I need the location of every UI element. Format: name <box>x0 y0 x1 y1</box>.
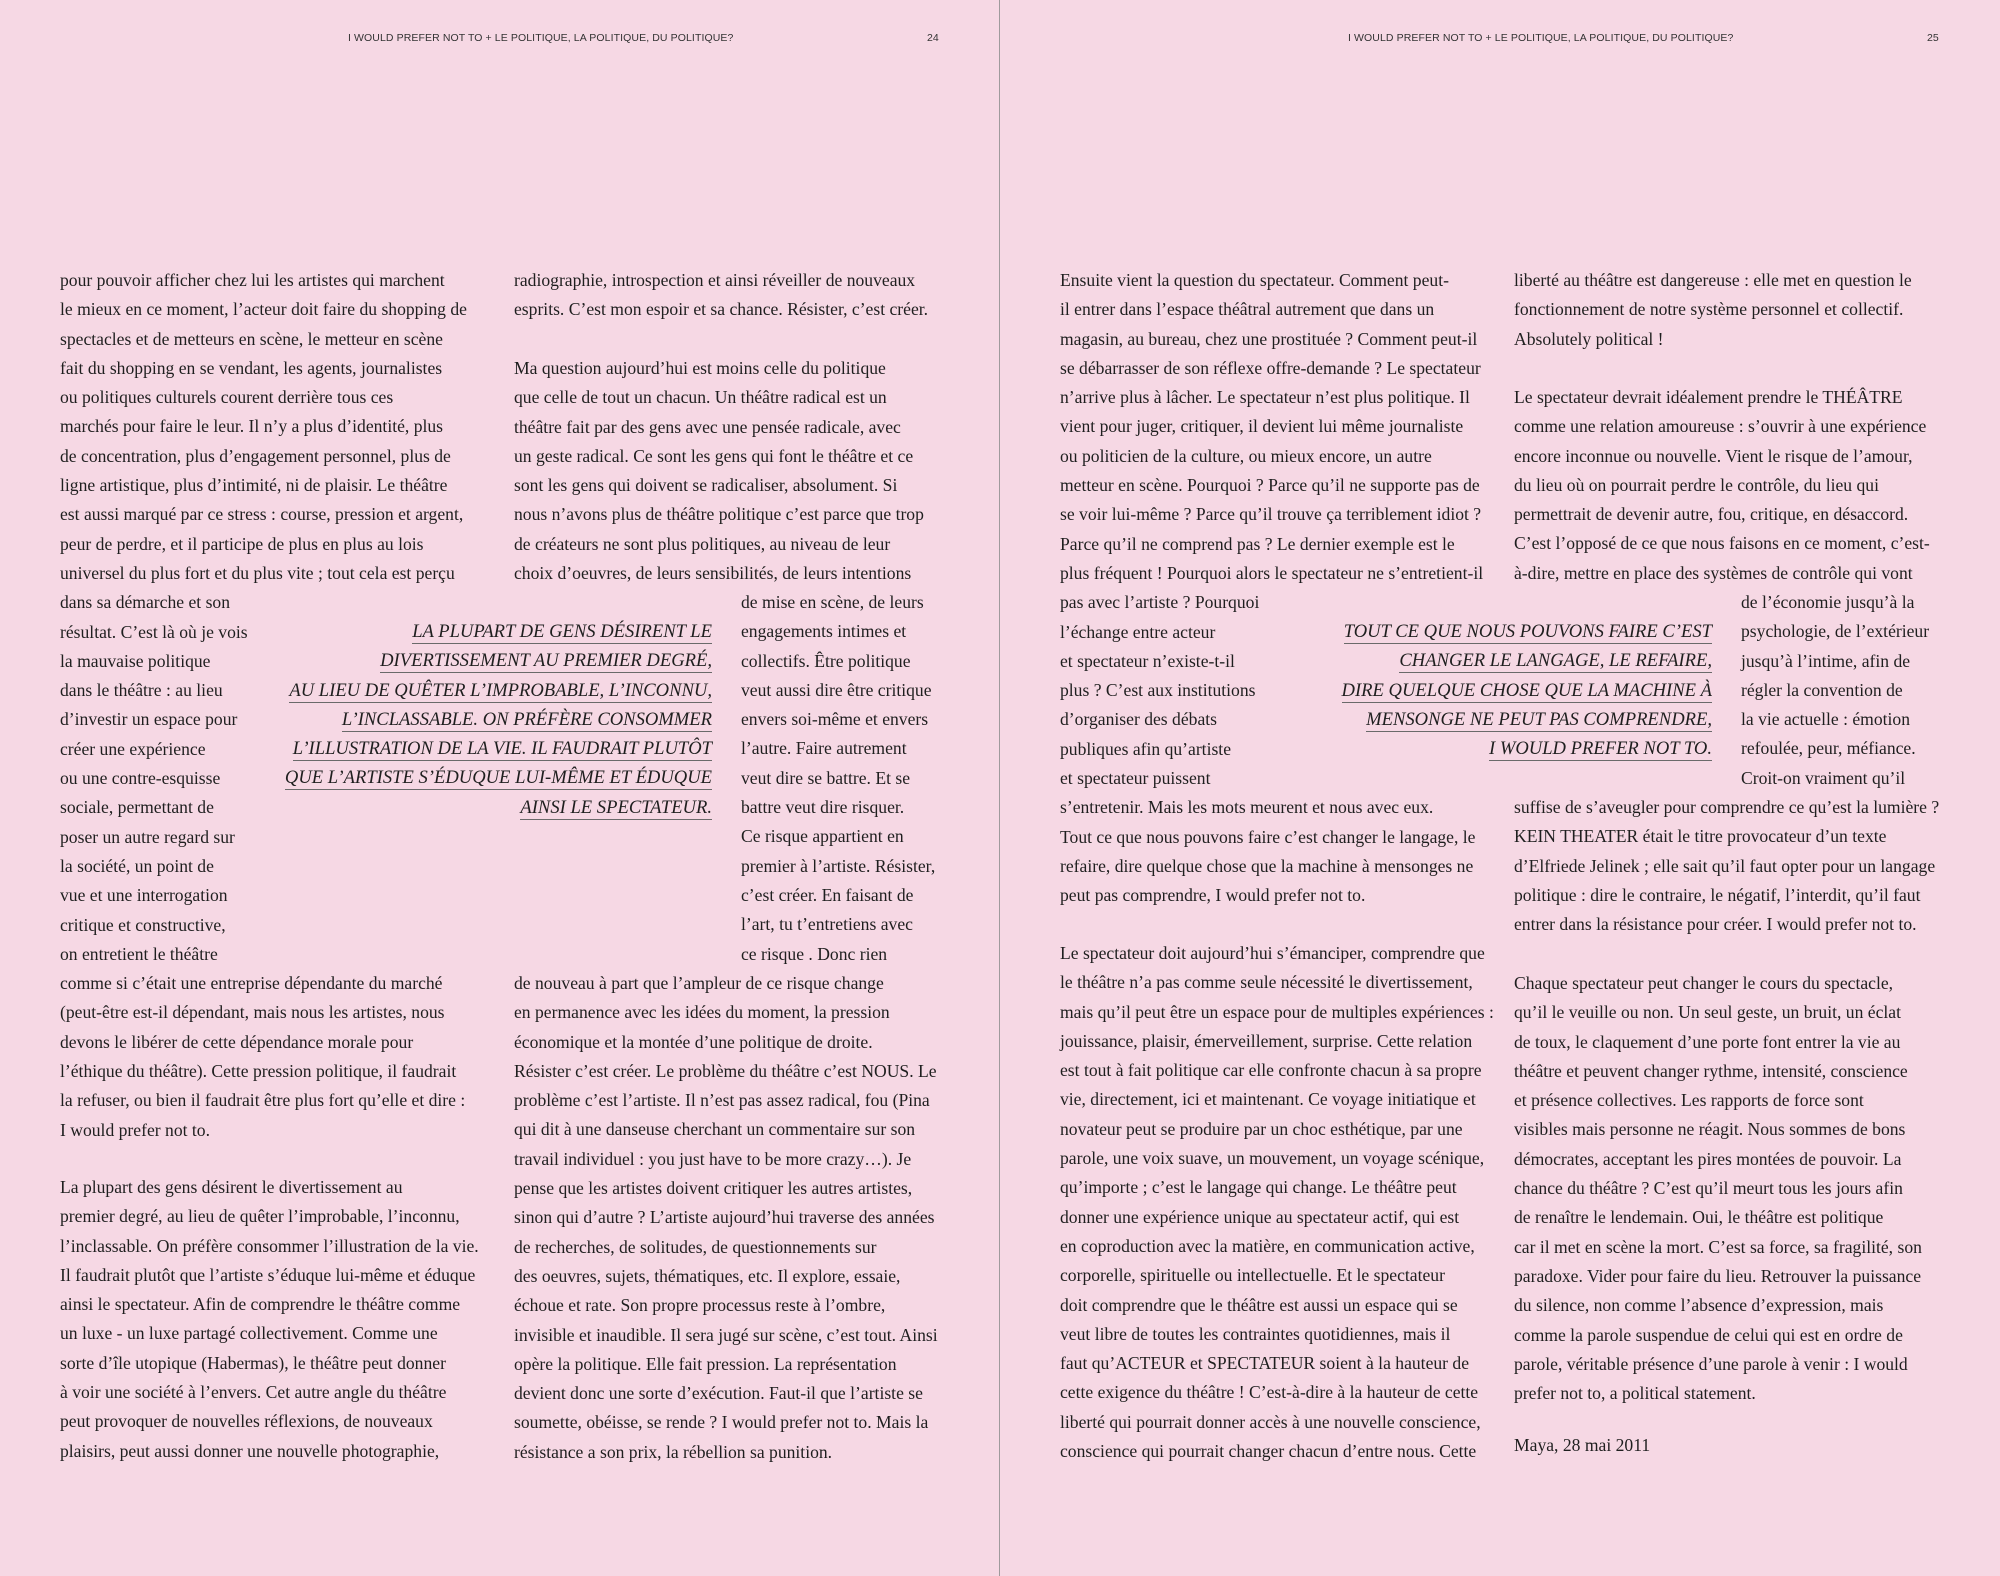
text-line: d’organiser des débats <box>1060 709 1217 730</box>
text-line: et spectateur puissent <box>1060 768 1211 789</box>
text-line: publiques afin qu’artiste <box>1060 738 1232 759</box>
text-line: Ma question aujourd’hui est moins celle du politique <box>514 358 886 378</box>
text-line: économique et la montée d’une politique de droite. <box>514 1031 873 1052</box>
p24-col2-mid <box>514 354 924 588</box>
text-line: du silence, non comme l’absence d’expression, mais <box>1514 1295 1884 1316</box>
pull-quote-text: DIRE QUELQUE CHOSE QUE LA MACHINE À <box>1341 679 1712 701</box>
pull-quote-text: LA PLUPART DE GENS DÉSIRENT LE <box>412 621 712 642</box>
text-line: résultat. C’est là où je vois <box>60 621 248 642</box>
text-line: un geste radical. Ce sont les gens qui font le théâtre et ce <box>514 445 914 466</box>
pull-quote-text: I WOULD PREFER NOT TO. <box>1489 738 1712 760</box>
text-line: que celle de tout un chacun. Un théâtre radical est un <box>514 387 887 408</box>
text-line: n’arrive plus à lâcher. Le spectateur n’est plus politique. Il <box>1060 387 1470 408</box>
text-line: de nouveau à part que l’ampleur de ce risque change <box>514 973 884 993</box>
text-line: le mieux en ce moment, l’acteur doit faire du shopping de <box>60 299 467 320</box>
text-line: novateur peut se produire par un choc esthétique, par une <box>1060 1118 1463 1139</box>
text-line: d’investir un espace pour <box>60 709 238 730</box>
text-line: prefer not to, a political statement. <box>1514 1383 1756 1404</box>
text-line: l’éthique du théâtre). Cette pression politique, il faudrait <box>60 1061 457 1082</box>
text-line: refoulée, peur, méfiance. <box>1741 738 1916 759</box>
text-line: veut libre de toutes les contraintes quotidiennes, mais il <box>1060 1323 1451 1344</box>
pull-quote-text: AINSI LE SPECTATEUR. <box>520 796 712 818</box>
pull-quote-text: MENSONGE NE PEUT PAS COMPRENDRE, <box>1366 708 1712 730</box>
text-line: peur de perdre, et il participe de plus en plus au lois <box>60 533 424 554</box>
text-line: parole, une voix suave, un mouvement, un voyage scénique, <box>1060 1148 1485 1169</box>
pull-quote-text: AU LIEU DE QUÊTER L’IMPROBABLE, L’INCONNU, <box>289 679 712 701</box>
text-line: sinon qui d’autre ? L’artiste aujourd’hui traverse des années <box>514 1207 935 1228</box>
text-line: Résister c’est créer. Le problème du théâtre c’est NOUS. Le <box>514 1060 937 1081</box>
text-line: corporelle, spirituelle ou intellectuelle. Et le spectateur <box>1060 1265 1445 1286</box>
text-line: Croit-on vraiment qu’il <box>1741 767 1906 788</box>
p25-col2-narrow <box>1741 588 1929 793</box>
text-line: faut qu’ACTEUR et SPECTATEUR soient à la hauteur de <box>1060 1353 1470 1374</box>
text-line: plus fréquent ! Pourquoi alors le spectateur ne s’entretient-il <box>1060 562 1484 583</box>
text-line: pas avec l’artiste ? Pourquoi <box>1060 592 1260 613</box>
text-line: plaisirs, peut aussi donner une nouvelle photographie, <box>60 1440 440 1461</box>
text-line: de l’économie jusqu’à la <box>1741 592 1915 612</box>
text-line: Il faudrait plutôt que l’artiste s’éduque lui-même et éduque <box>60 1264 476 1285</box>
pull-quote-text: DIVERTISSEMENT AU PREMIER DEGRÉ, <box>380 650 712 672</box>
pull-quote-line <box>1342 734 1712 763</box>
p25-col2-bottom <box>1514 969 1922 1408</box>
text-line: magasin, au bureau, chez une prostituée ? Comment peut-il <box>1060 328 1478 349</box>
text-line: est aussi marqué par ce stress : course, pression et argent, <box>60 504 464 525</box>
text-line: ou politicien de la culture, ou mieux encore, un autre <box>1060 445 1432 466</box>
text-line: résistance a son prix, la rébellion sa punition. <box>514 1441 833 1462</box>
pull-quote-text: TOUT CE QUE NOUS POUVONS FAIRE C’EST <box>1343 621 1712 642</box>
text-line: et présence collectives. Les rapports de force sont <box>1514 1090 1864 1111</box>
text-line: de mise en scène, de leurs <box>741 592 924 612</box>
text-line: c’est créer. En faisant de <box>741 884 914 905</box>
text-line: peut pas comprendre, I would prefer not to. <box>1060 885 1366 906</box>
page-number-left: 24 <box>927 32 939 44</box>
signature-line: Maya, 28 mai 2011 <box>1514 1435 1651 1455</box>
pull-quote-line <box>285 646 712 675</box>
text-line: il entrer dans l’espace théâtral autrement que dans un <box>1060 299 1435 320</box>
text-line: C’est l’opposé de ce que nous faisons en ce moment, c’est- <box>1514 533 1930 554</box>
text-line: politique : dire le contraire, le négatif, l’interdit, qu’il faut <box>1514 884 1921 905</box>
text-line: des oeuvres, sujets, thématiques, etc. Il explore, essaie, <box>514 1265 901 1286</box>
text-line: poser un autre regard sur <box>60 826 235 847</box>
text-line: liberté au théâtre est dangereuse : elle met en question le <box>1514 270 1912 290</box>
text-line: battre veut dire risquer. <box>741 797 905 818</box>
text-line: Le spectateur doit aujourd’hui s’émanciper, comprendre que <box>1060 943 1485 963</box>
text-line: l’échange entre acteur <box>1060 621 1216 642</box>
text-line: liberté qui pourrait donner accès à une nouvelle conscience, <box>1060 1411 1481 1432</box>
text-line: psychologie, de l’extérieur <box>1741 621 1930 642</box>
text-line: pense que les artistes doivent critiquer les autres artistes, <box>514 1178 913 1199</box>
text-line: est tout à fait politique car elle confronte chacun à sa propre <box>1060 1060 1482 1081</box>
running-header-right: I WOULD PREFER NOT TO + LE POLITIQUE, LA POLITIQUE, DU POLITIQUE? <box>1348 32 1734 44</box>
pull-quote-line <box>285 763 712 792</box>
text-line: un luxe - un luxe partagé collectivement. Comme une <box>60 1323 438 1344</box>
text-line: paradoxe. Vider pour faire du lieu. Retrouver la puissance <box>1514 1265 1922 1286</box>
pull-quote-line <box>285 676 712 705</box>
text-line: dans le théâtre : au lieu <box>60 680 223 701</box>
text-line: et spectateur n’existe-t-il <box>1060 650 1235 671</box>
text-line: esprits. C’est mon espoir et sa chance. Résister, c’est créer. <box>514 299 929 320</box>
text-line: I would prefer not to. <box>60 1119 210 1140</box>
text-line: ou politiques culturels courent derrière tous ces <box>60 387 394 408</box>
text-line: dans sa démarche et son <box>60 592 231 613</box>
text-line: Chaque spectateur peut changer le cours du spectacle, <box>1514 973 1894 993</box>
text-line: se débarrasser de son réflexe offre-demande ? Le spectateur <box>1060 357 1481 378</box>
p25-signature <box>1514 1431 1650 1460</box>
text-line: régler la convention de <box>1741 679 1903 700</box>
text-line: s’entretenir. Mais les mots meurent et nous avec eux. <box>1060 797 1434 818</box>
text-line: collectifs. Être politique <box>741 650 911 671</box>
text-line: travail individuel : you just have to be more crazy…). Je <box>514 1148 912 1169</box>
text-line: opère la politique. Elle fait pression. La représentation <box>514 1353 897 1374</box>
text-line: se voir lui-même ? Parce qu’il trouve ça terriblement idiot ? <box>1060 504 1482 525</box>
p25-col1-top <box>1060 266 1483 911</box>
p25-col2-mid <box>1514 383 1930 588</box>
pull-quote-line <box>1342 705 1712 734</box>
text-line: mais qu’il peut être un espace pour de multiples expériences : <box>1060 1001 1494 1022</box>
text-line: pour pouvoir afficher chez lui les artistes qui marchent <box>60 270 445 290</box>
text-line: Parce qu’il ne comprend pas ? Le dernier exemple est le <box>1060 533 1455 554</box>
text-line: soumette, obéisse, se rende ? I would prefer not to. Mais la <box>514 1412 929 1433</box>
p25-col2-top <box>1514 266 1912 354</box>
text-line: vie, directement, ici et maintenant. Ce voyage initiatique et <box>1060 1089 1476 1110</box>
text-line: marchés pour faire le leur. Il n’y a plus d’identité, plus <box>60 416 444 437</box>
text-line: du lieu où on pourrait perdre le contrôle, du lieu qui <box>1514 474 1879 495</box>
text-line: la société, un point de <box>60 855 214 876</box>
pull-quote-line <box>1342 646 1712 675</box>
text-line: on entretient le théâtre <box>60 943 218 964</box>
text-line: ou une contre-esquisse <box>60 768 221 789</box>
text-line: (peut-être est-il dépendant, mais nous les artistes, nous <box>60 1002 445 1023</box>
p24-col2-bottom <box>514 969 938 1467</box>
pull-quote-text: CHANGER LE LANGAGE, LE REFAIRE, <box>1399 650 1712 672</box>
p24-col2-narrow <box>741 588 935 969</box>
text-line: universel du plus fort et du plus vite ; tout cela est perçu <box>60 562 455 583</box>
running-header-left: I WOULD PREFER NOT TO + LE POLITIQUE, LA POLITIQUE, DU POLITIQUE? <box>348 32 734 44</box>
pull-quote-text: QUE L’ARTISTE S’ÉDUQUE LUI-MÊME ET ÉDUQUE <box>284 767 712 789</box>
text-line: KEIN THEATER était le titre provocateur d’un texte <box>1514 826 1887 847</box>
text-line: devons le libérer de cette dépendance morale pour <box>60 1031 414 1052</box>
text-line: de toux, le claquement d’une porte font entrer la vie au <box>1514 1031 1901 1052</box>
text-line: engagements intimes et <box>741 621 907 642</box>
text-line: échoue et rate. Son propre processus reste à l’ombre, <box>514 1295 886 1316</box>
text-line: démocrates, acceptant les pires montées de pouvoir. La <box>1514 1148 1902 1169</box>
text-line: la refuser, ou bien il faudrait être plus fort qu’elle et dire : <box>60 1090 466 1111</box>
text-line: choix d’oeuvres, de leurs sensibilités, de leurs intentions <box>514 563 912 584</box>
text-line: qu’importe ; c’est le langage qui change. Le théâtre peut <box>1060 1177 1457 1198</box>
text-line: entrer dans la résistance pour créer. I would prefer not to. <box>1514 914 1917 935</box>
text-line: premier degré, au lieu de quêter l’improbable, l’inconnu, <box>60 1206 460 1227</box>
text-line: encore inconnue ou nouvelle. Vient le risque de l’amour, <box>1514 445 1913 466</box>
text-line: sociale, permettant de <box>60 797 214 818</box>
p24-col2-top <box>514 266 928 325</box>
text-line: Ce risque appartient en <box>741 826 904 847</box>
text-line: La plupart des gens désirent le divertissement au <box>60 1177 403 1197</box>
text-line: en permanence avec les idées du moment, la pression <box>514 1002 890 1023</box>
text-line: de recherches, de solitudes, de questionnements sur <box>514 1236 877 1257</box>
p24-pull-quote <box>285 617 712 822</box>
text-line: fonctionnement de notre système personnel et collectif. <box>1514 299 1904 320</box>
text-line: l’art, tu t’entretiens avec <box>741 914 913 935</box>
text-line: plus ? C’est aux institutions <box>1060 680 1256 701</box>
text-line: vient pour juger, critiquer, il devient lui même journaliste <box>1060 416 1464 437</box>
text-line: visibles mais personne ne réagit. Nous sommes de bons <box>1514 1119 1906 1140</box>
text-line: veut dire se battre. Et se <box>741 767 911 788</box>
pull-quote-line <box>285 617 712 646</box>
text-line: metteur en scène. Pourquoi ? Parce qu’il ne supporte pas de <box>1060 475 1480 496</box>
pull-quote-line <box>285 705 712 734</box>
text-line: théâtre fait par des gens avec une pensée radicale, avec <box>514 416 901 437</box>
text-line: sont les gens qui doivent se radicaliser, absolument. Si <box>514 475 898 496</box>
text-line: ce risque . Donc rien <box>741 943 888 964</box>
text-line: de créateurs ne sont plus politiques, au niveau de leur <box>514 533 891 554</box>
text-line: Ensuite vient la question du spectateur. Comment peut- <box>1060 270 1449 290</box>
text-line: peut provoquer de nouvelles réflexions, de nouveaux <box>60 1411 433 1432</box>
text-line: sorte d’île utopique (Habermas), le théâtre peut donner <box>60 1352 446 1373</box>
text-line: cette exigence du théâtre ! C’est-à-dire à la hauteur de cette <box>1060 1382 1479 1403</box>
text-line: qui dit à une danseuse cherchant un commentaire sur son <box>514 1119 916 1140</box>
text-line: conscience qui pourrait changer chacun d’entre nous. Cette <box>1060 1441 1477 1462</box>
text-line: car il met en scène la mort. C’est sa force, sa fragilité, son <box>1514 1236 1922 1257</box>
text-line: en coproduction avec la matière, en communication active, <box>1060 1235 1475 1256</box>
text-line: donner une expérience unique au spectateur actif, qui est <box>1060 1206 1460 1227</box>
text-line: radiographie, introspection et ainsi réveiller de nouveaux <box>514 270 916 290</box>
text-line: Le spectateur devrait idéalement prendre le THÉÂTRE <box>1514 387 1903 407</box>
text-line: comme la parole suspendue de celui qui est en ordre de <box>1514 1324 1903 1345</box>
p24-col1-bottom <box>60 1173 479 1466</box>
text-line: problème c’est l’artiste. Il n’est pas assez radical, fou (Pina <box>514 1090 930 1111</box>
text-line: le théâtre n’a pas comme seule nécessité le divertissement, <box>1060 972 1473 993</box>
text-line: de renaître le lendemain. Oui, le théâtre est politique <box>1514 1207 1884 1228</box>
text-line: nous n’avons plus de théâtre politique c’est parce que trop <box>514 504 924 525</box>
text-line: Tout ce que nous pouvons faire c’est changer le langage, le <box>1060 826 1476 847</box>
text-line: chance du théâtre ? C’est qu’il meurt tous les jours afin <box>1514 1178 1903 1199</box>
p25-pull-quote <box>1342 617 1712 763</box>
text-line: parole, véritable présence d’une parole à venir : I would <box>1514 1353 1908 1374</box>
text-line: l’autre. Faire autrement <box>741 738 907 759</box>
text-line: ligne artistique, plus d’intimité, ni de plaisir. Le théâtre <box>60 475 448 496</box>
text-line: doit comprendre que le théâtre est aussi un espace qui se <box>1060 1294 1458 1315</box>
text-line: la mauvaise politique <box>60 650 211 671</box>
text-line: ainsi le spectateur. Afin de comprendre le théâtre comme <box>60 1294 461 1315</box>
text-line: comme si c’était une entreprise dépendante du marché <box>60 973 443 994</box>
text-line: fait du shopping en se vendant, les agents, journalistes <box>60 357 443 378</box>
text-line: veut aussi dire être critique <box>741 679 932 700</box>
pull-quote-line <box>1342 617 1712 646</box>
p25-col1-bottom <box>1060 939 1494 1466</box>
text-line: à voir une société à l’envers. Cet autre angle du théâtre <box>60 1382 447 1403</box>
pull-quote-text: L’INCLASSABLE. ON PRÉFÈRE CONSOMMER <box>341 708 712 730</box>
text-line: comme une relation amoureuse : s’ouvrir à une expérience <box>1514 416 1927 437</box>
text-line: théâtre et peuvent changer rythme, intensité, conscience <box>1514 1060 1908 1081</box>
pull-quote-line <box>1342 676 1712 705</box>
text-line: spectacles et de metteurs en scène, le metteur en scène <box>60 328 443 349</box>
pull-quote-line <box>285 734 712 763</box>
text-line: jusqu’à l’intime, afin de <box>1741 650 1911 671</box>
text-line: refaire, dire quelque chose que la machine à mensonges ne <box>1060 855 1474 876</box>
text-line: d’Elfriede Jelinek ; elle sait qu’il faut opter pour un langage <box>1514 855 1936 876</box>
text-line: envers soi-même et envers <box>741 709 929 730</box>
text-line: à-dire, mettre en place des systèmes de contrôle qui vont <box>1514 562 1913 583</box>
page-spread-divider <box>999 0 1000 1576</box>
text-line: critique et constructive, <box>60 914 226 935</box>
text-line: de concentration, plus d’engagement personnel, plus de <box>60 445 451 466</box>
pull-quote-text: L’ILLUSTRATION DE LA VIE. IL FAUDRAIT PLUTÔT <box>292 738 712 760</box>
text-line: devient donc une sorte d’exécution. Faut-il que l’artiste se <box>514 1383 923 1404</box>
text-line: créer une expérience <box>60 738 206 759</box>
text-line: premier à l’artiste. Résister, <box>741 855 936 876</box>
text-line: la vie actuelle : émotion <box>1741 709 1911 730</box>
text-line: invisible et inaudible. Il sera jugé sur scène, c’est tout. Ainsi <box>514 1324 938 1345</box>
text-line: l’inclassable. On préfère consommer l’illustration de la vie. <box>60 1235 479 1256</box>
text-line: suffise de s’aveugler pour comprendre ce qu’est la lumière ? <box>1514 797 1940 817</box>
text-line: jouissance, plaisir, émerveillement, surprise. Cette relation <box>1060 1030 1473 1051</box>
text-line: qu’il le veuille ou non. Un seul geste, un bruit, un éclat <box>1514 1002 1901 1023</box>
p25-col2-after <box>1514 793 1939 939</box>
page-number-right: 25 <box>1927 32 1939 44</box>
text-line: Absolutely political ! <box>1514 328 1664 349</box>
text-line: vue et une interrogation <box>60 885 228 906</box>
text-line: permettrait de devenir autre, fou, critique, en désaccord. <box>1514 504 1909 525</box>
pull-quote-line <box>285 793 712 822</box>
